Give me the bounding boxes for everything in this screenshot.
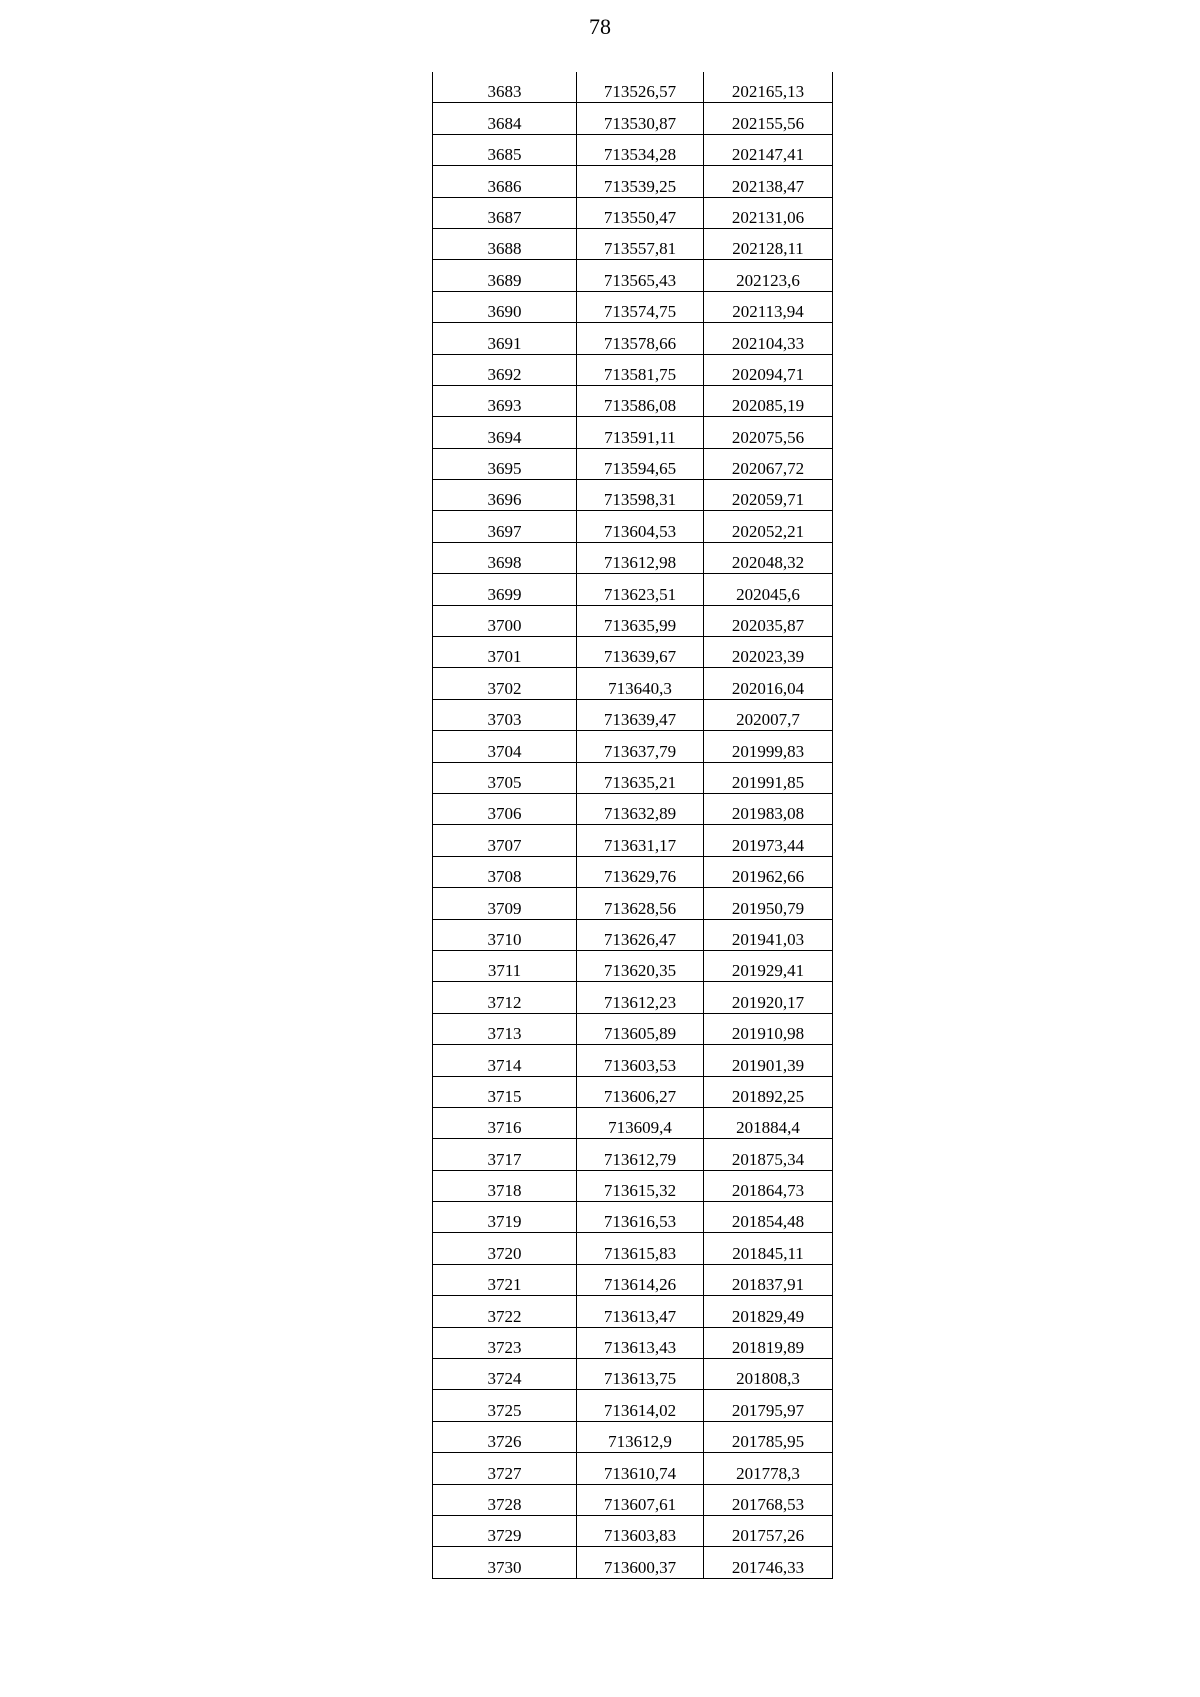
x-coordinate-cell: 713635,21 (577, 762, 704, 793)
table-row (433, 323, 833, 354)
table-row (433, 950, 833, 981)
table-row (433, 668, 833, 699)
x-coordinate-cell: 713613,47 (577, 1296, 704, 1327)
y-coordinate-cell: 201808,3 (704, 1359, 833, 1390)
point-number-cell: 3694 (433, 417, 577, 448)
y-coordinate-cell: 202016,04 (704, 668, 833, 699)
y-coordinate-cell: 202123,6 (704, 260, 833, 291)
point-number-cell: 3703 (433, 699, 577, 730)
x-coordinate-cell: 713612,98 (577, 542, 704, 573)
y-coordinate-cell: 201785,95 (704, 1421, 833, 1452)
table-row (433, 166, 833, 197)
table-row (433, 417, 833, 448)
point-number-cell: 3696 (433, 480, 577, 511)
y-coordinate-cell: 201795,97 (704, 1390, 833, 1421)
table-row (433, 1076, 833, 1107)
y-coordinate-cell: 202147,41 (704, 134, 833, 165)
x-coordinate-cell: 713526,57 (577, 72, 704, 103)
x-coordinate-cell: 713550,47 (577, 197, 704, 228)
point-number-cell: 3705 (433, 762, 577, 793)
table-row (433, 228, 833, 259)
table-row (433, 888, 833, 919)
y-coordinate-cell: 201829,49 (704, 1296, 833, 1327)
page-number: 78 (589, 14, 611, 39)
table-row (433, 762, 833, 793)
x-coordinate-cell: 713614,02 (577, 1390, 704, 1421)
table-row (433, 197, 833, 228)
point-number-cell: 3706 (433, 793, 577, 824)
point-number-cell: 3724 (433, 1359, 577, 1390)
y-coordinate-cell: 202045,6 (704, 574, 833, 605)
point-number-cell: 3730 (433, 1547, 577, 1578)
table-row (433, 1484, 833, 1515)
point-number-cell: 3719 (433, 1202, 577, 1233)
y-coordinate-cell: 202131,06 (704, 197, 833, 228)
x-coordinate-cell: 713639,67 (577, 637, 704, 668)
y-coordinate-cell: 202113,94 (704, 291, 833, 322)
table-row (433, 134, 833, 165)
y-coordinate-cell: 202035,87 (704, 605, 833, 636)
x-coordinate-cell: 713616,53 (577, 1202, 704, 1233)
point-number-cell: 3692 (433, 354, 577, 385)
table-row (433, 982, 833, 1013)
point-number-cell: 3713 (433, 1013, 577, 1044)
table-row (433, 793, 833, 824)
table-row (433, 1264, 833, 1295)
x-coordinate-cell: 713607,61 (577, 1484, 704, 1515)
point-number-cell: 3718 (433, 1170, 577, 1201)
x-coordinate-cell: 713620,35 (577, 950, 704, 981)
point-number-cell: 3695 (433, 448, 577, 479)
x-coordinate-cell: 713557,81 (577, 228, 704, 259)
y-coordinate-cell: 202104,33 (704, 323, 833, 354)
table-row (433, 1327, 833, 1358)
y-coordinate-cell: 202052,21 (704, 511, 833, 542)
point-number-cell: 3727 (433, 1453, 577, 1484)
x-coordinate-cell: 713581,75 (577, 354, 704, 385)
point-number-cell: 3729 (433, 1515, 577, 1546)
point-number-cell: 3688 (433, 228, 577, 259)
coordinates-table (432, 72, 833, 1579)
y-coordinate-cell: 202094,71 (704, 354, 833, 385)
y-coordinate-cell: 201892,25 (704, 1076, 833, 1107)
y-coordinate-cell: 201950,79 (704, 888, 833, 919)
x-coordinate-cell: 713637,79 (577, 731, 704, 762)
x-coordinate-cell: 713606,27 (577, 1076, 704, 1107)
y-coordinate-cell: 201941,03 (704, 919, 833, 950)
point-number-cell: 3700 (433, 605, 577, 636)
y-coordinate-cell: 201864,73 (704, 1170, 833, 1201)
y-coordinate-cell: 201845,11 (704, 1233, 833, 1264)
x-coordinate-cell: 713623,51 (577, 574, 704, 605)
table-row (433, 72, 833, 103)
point-number-cell: 3715 (433, 1076, 577, 1107)
x-coordinate-cell: 713605,89 (577, 1013, 704, 1044)
point-number-cell: 3683 (433, 72, 577, 103)
point-number-cell: 3691 (433, 323, 577, 354)
point-number-cell: 3707 (433, 825, 577, 856)
x-coordinate-cell: 713612,9 (577, 1421, 704, 1452)
y-coordinate-cell: 201884,4 (704, 1107, 833, 1138)
y-coordinate-cell: 202067,72 (704, 448, 833, 479)
table-row (433, 260, 833, 291)
table-row (433, 825, 833, 856)
y-coordinate-cell: 201983,08 (704, 793, 833, 824)
table-row (433, 1139, 833, 1170)
x-coordinate-cell: 713640,3 (577, 668, 704, 699)
y-coordinate-cell: 202048,32 (704, 542, 833, 573)
x-coordinate-cell: 713574,75 (577, 291, 704, 322)
x-coordinate-cell: 713609,4 (577, 1107, 704, 1138)
table-row (433, 1107, 833, 1138)
x-coordinate-cell: 713612,23 (577, 982, 704, 1013)
y-coordinate-cell: 202075,56 (704, 417, 833, 448)
table-row (433, 731, 833, 762)
y-coordinate-cell: 201768,53 (704, 1484, 833, 1515)
x-coordinate-cell: 713629,76 (577, 856, 704, 887)
x-coordinate-cell: 713614,26 (577, 1264, 704, 1295)
point-number-cell: 3721 (433, 1264, 577, 1295)
point-number-cell: 3723 (433, 1327, 577, 1358)
x-coordinate-cell: 713603,83 (577, 1515, 704, 1546)
table-row (433, 1296, 833, 1327)
table-row (433, 542, 833, 573)
point-number-cell: 3710 (433, 919, 577, 950)
y-coordinate-cell: 201778,3 (704, 1453, 833, 1484)
table-row (433, 605, 833, 636)
x-coordinate-cell: 713565,43 (577, 260, 704, 291)
point-number-cell: 3704 (433, 731, 577, 762)
y-coordinate-cell: 202138,47 (704, 166, 833, 197)
x-coordinate-cell: 713612,79 (577, 1139, 704, 1170)
x-coordinate-cell: 713615,83 (577, 1233, 704, 1264)
point-number-cell: 3697 (433, 511, 577, 542)
point-number-cell: 3725 (433, 1390, 577, 1421)
point-number-cell: 3701 (433, 637, 577, 668)
table-row (433, 291, 833, 322)
point-number-cell: 3722 (433, 1296, 577, 1327)
x-coordinate-cell: 713534,28 (577, 134, 704, 165)
x-coordinate-cell: 713539,25 (577, 166, 704, 197)
table-row (433, 448, 833, 479)
table-row (433, 1045, 833, 1076)
x-coordinate-cell: 713628,56 (577, 888, 704, 919)
table-row (433, 1202, 833, 1233)
x-coordinate-cell: 713603,53 (577, 1045, 704, 1076)
point-number-cell: 3728 (433, 1484, 577, 1515)
point-number-cell: 3684 (433, 103, 577, 134)
point-number-cell: 3699 (433, 574, 577, 605)
table-row (433, 480, 833, 511)
x-coordinate-cell: 713604,53 (577, 511, 704, 542)
point-number-cell: 3717 (433, 1139, 577, 1170)
x-coordinate-cell: 713578,66 (577, 323, 704, 354)
table-row (433, 103, 833, 134)
point-number-cell: 3709 (433, 888, 577, 919)
point-number-cell: 3689 (433, 260, 577, 291)
point-number-cell: 3712 (433, 982, 577, 1013)
table-row (433, 385, 833, 416)
x-coordinate-cell: 713639,47 (577, 699, 704, 730)
x-coordinate-cell: 713610,74 (577, 1453, 704, 1484)
point-number-cell: 3685 (433, 134, 577, 165)
y-coordinate-cell: 201819,89 (704, 1327, 833, 1358)
table-row (433, 1013, 833, 1044)
table-row (433, 574, 833, 605)
y-coordinate-cell: 201920,17 (704, 982, 833, 1013)
table-row (433, 1170, 833, 1201)
x-coordinate-cell: 713626,47 (577, 919, 704, 950)
y-coordinate-cell: 201757,26 (704, 1515, 833, 1546)
y-coordinate-cell: 201910,98 (704, 1013, 833, 1044)
y-coordinate-cell: 202128,11 (704, 228, 833, 259)
table-row (433, 1515, 833, 1546)
x-coordinate-cell: 713632,89 (577, 793, 704, 824)
table-row (433, 919, 833, 950)
x-coordinate-cell: 713600,37 (577, 1547, 704, 1578)
point-number-cell: 3702 (433, 668, 577, 699)
point-number-cell: 3708 (433, 856, 577, 887)
table-row (433, 1233, 833, 1264)
point-number-cell: 3686 (433, 166, 577, 197)
x-coordinate-cell: 713586,08 (577, 385, 704, 416)
table-row (433, 856, 833, 887)
y-coordinate-cell: 202007,7 (704, 699, 833, 730)
y-coordinate-cell: 201875,34 (704, 1139, 833, 1170)
table-row (433, 1453, 833, 1484)
x-coordinate-cell: 713635,99 (577, 605, 704, 636)
point-number-cell: 3711 (433, 950, 577, 981)
y-coordinate-cell: 201901,39 (704, 1045, 833, 1076)
point-number-cell: 3693 (433, 385, 577, 416)
table-row (433, 511, 833, 542)
x-coordinate-cell: 713594,65 (577, 448, 704, 479)
x-coordinate-cell: 713591,11 (577, 417, 704, 448)
point-number-cell: 3714 (433, 1045, 577, 1076)
table-row (433, 1359, 833, 1390)
point-number-cell: 3687 (433, 197, 577, 228)
x-coordinate-cell: 713613,75 (577, 1359, 704, 1390)
point-number-cell: 3690 (433, 291, 577, 322)
table-row (433, 637, 833, 668)
y-coordinate-cell: 201837,91 (704, 1264, 833, 1295)
x-coordinate-cell: 713613,43 (577, 1327, 704, 1358)
point-number-cell: 3720 (433, 1233, 577, 1264)
x-coordinate-cell: 713631,17 (577, 825, 704, 856)
y-coordinate-cell: 201746,33 (704, 1547, 833, 1578)
y-coordinate-cell: 201854,48 (704, 1202, 833, 1233)
x-coordinate-cell: 713615,32 (577, 1170, 704, 1201)
y-coordinate-cell: 201962,66 (704, 856, 833, 887)
table-row (433, 699, 833, 730)
y-coordinate-cell: 201991,85 (704, 762, 833, 793)
point-number-cell: 3726 (433, 1421, 577, 1452)
table-row (433, 1421, 833, 1452)
y-coordinate-cell: 201999,83 (704, 731, 833, 762)
y-coordinate-cell: 201973,44 (704, 825, 833, 856)
y-coordinate-cell: 202059,71 (704, 480, 833, 511)
y-coordinate-cell: 202155,56 (704, 103, 833, 134)
y-coordinate-cell: 202023,39 (704, 637, 833, 668)
x-coordinate-cell: 713598,31 (577, 480, 704, 511)
y-coordinate-cell: 201929,41 (704, 950, 833, 981)
table-row (433, 354, 833, 385)
y-coordinate-cell: 202165,13 (704, 72, 833, 103)
table-row (433, 1390, 833, 1421)
x-coordinate-cell: 713530,87 (577, 103, 704, 134)
point-number-cell: 3698 (433, 542, 577, 573)
coordinates-table-body (433, 72, 833, 1578)
y-coordinate-cell: 202085,19 (704, 385, 833, 416)
point-number-cell: 3716 (433, 1107, 577, 1138)
table-row (433, 1547, 833, 1578)
